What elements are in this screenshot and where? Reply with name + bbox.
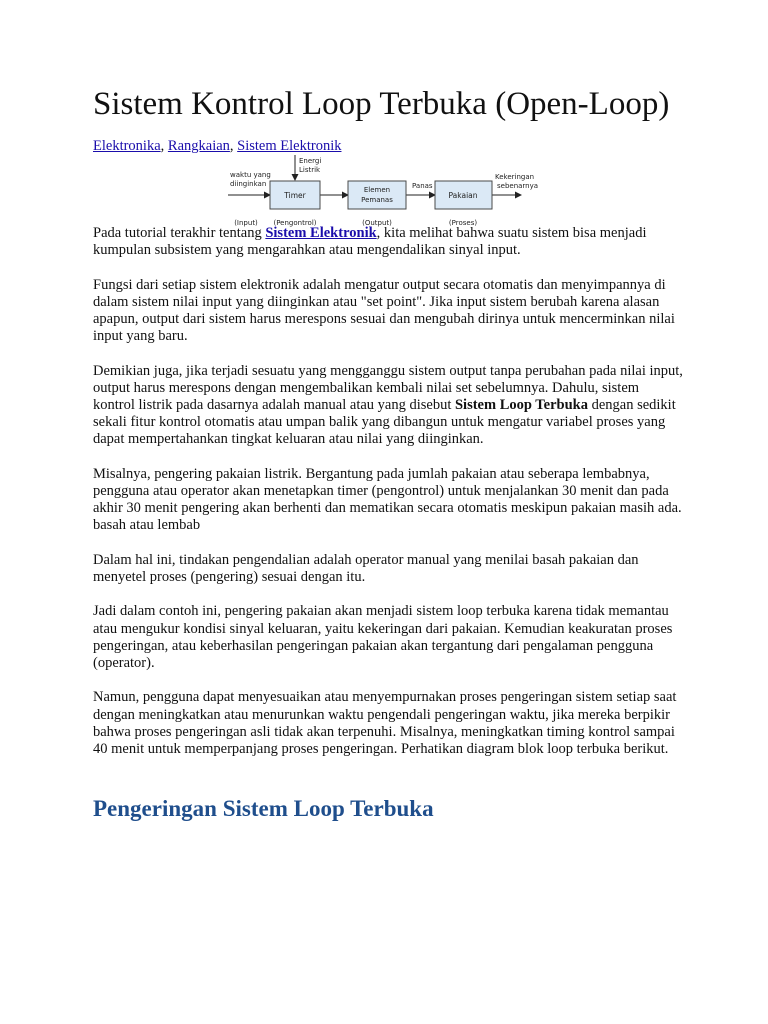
paragraph-text: dengan sedikit sekali fitur kontrol otomatis atau umpan balik yang dibangun untuk mengatur variabel proses yang dapat mempertahankan tingkat keluaran atau nilai yang diinginkan. xyxy=(93,397,676,448)
page-title: Sistem Kontrol Loop Terbuka (Open-Loop) xyxy=(93,86,670,122)
paragraph-text: Pada tutorial terakhir tentang xyxy=(93,225,266,241)
energy-label: Listrik xyxy=(299,166,321,174)
input-caption: (Input) xyxy=(234,219,258,227)
heat-label: Panas xyxy=(412,182,433,190)
category-separator: , xyxy=(229,138,238,154)
article-body xyxy=(93,225,683,775)
energy-label: Energi xyxy=(299,157,322,165)
section-heading: Pengeringan Sistem Loop Terbuka xyxy=(93,796,434,821)
desired-value-label: waktu yang xyxy=(230,171,271,179)
clothes-label: Pakaian xyxy=(448,191,478,200)
dryness-label: sebenarnya xyxy=(497,182,539,190)
output-caption: (Output) xyxy=(362,219,392,227)
process-caption: (Proses) xyxy=(448,219,478,227)
paragraph xyxy=(93,225,683,259)
paragraph: Misalnya, pengering pakaian listrik. Bergantung pada jumlah pakaian atau seberapa lembabnya, pengguna atau operator akan menetapkan timer (pengontrol) untuk menjalankan 30 menit dan pada akhir 30 menit pengering akan berhenti dan mematikan secara otomatis meskipun pakaian masih ada. basah atau lembab xyxy=(93,465,682,534)
paragraph: Dalam hal ini, tindakan pengendalian adalah operator manual yang menilai basah pakaian dan menyetel proses (pengering) sesuai dengan itu. xyxy=(93,551,639,585)
paragraph: Namun, pengguna dapat menyesuaikan atau menyempurnakan proses pengeringan sistem setiap saat dengan meningkatkan atau menurunkan waktu pengendali pengeringan waktu, jika mereka berpikir bahwa proses pengeringan asli tidak akan terpenuhi. Misalnya, meningkatkan timing kontrol sampai 40 menit untuk memperpanjang proses pengeringan. Perhatikan diagram blok loop terbuka berikut. xyxy=(93,689,677,757)
open-loop-block-diagram xyxy=(228,153,548,231)
paragraph-text: Demikian juga, jika terjadi sesuatu yang mengganggu sistem output tanpa perubahan pada nilai input, output harus merespons dengan mengembalikan kembali nilai set sebelumnya. Dahulu, sistem kontrol listrik pada dasarnya adalah manual atau yang disebut xyxy=(93,362,683,413)
dryness-label: Kekeringan xyxy=(495,173,535,181)
controller-caption: (Pengontrol) xyxy=(273,219,317,227)
paragraph xyxy=(93,363,683,449)
bold-term: Sistem Loop Terbuka xyxy=(454,397,588,413)
paragraph-text: , kita melihat bahwa suatu sistem bisa menjadi kumpulan subsistem yang mengarahkan atau mengendalikan sinyal input. xyxy=(93,225,647,259)
category-separator: , xyxy=(160,138,168,154)
paragraph: Jadi dalam contoh ini, pengering pakaian akan menjadi sistem loop terbuka karena tidak memantau atau mengukur kondisi sinyal keluaran, yaitu kekeringan dari pakaian. Kemudian keakuratan proses pengeringan, atau keberhasilan pengeringan pakaian akan tergantung dari pengalaman pengguna (operator). xyxy=(93,603,673,671)
timer-label: Timer xyxy=(284,191,306,200)
category-link-sistem-elektronik[interactable]: Sistem Elektronik xyxy=(237,138,342,154)
heater-label: Pemanas xyxy=(361,196,393,204)
desired-value-label: diinginkan xyxy=(230,180,267,188)
category-link-rangkaian[interactable]: Rangkaian xyxy=(167,138,230,154)
paragraph: Fungsi dari setiap sistem elektronik adalah mengatur output secara otomatis dan menyimpannya di dalam sistem nilai input yang diinginkan atau "set point". Jika input sistem berubah karena alasan apapun, output dari sistem harus merespons sesuai dan mengubah dirinya untuk mencerminkan nilai input yang baru. xyxy=(93,276,675,345)
heater-label: Elemen xyxy=(363,186,391,194)
sistem-elektronik-link[interactable]: Sistem Elektronik xyxy=(265,225,377,241)
category-link-elektronika[interactable]: Elektronika xyxy=(93,138,161,154)
